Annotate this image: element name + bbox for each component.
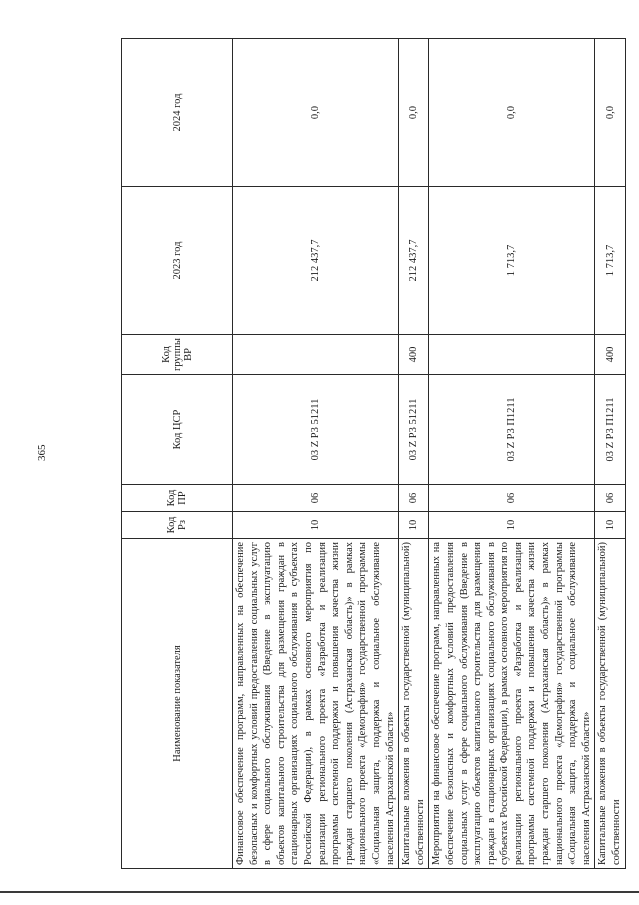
row-vr: 400 xyxy=(595,335,625,375)
table-row xyxy=(595,39,625,869)
table-row xyxy=(429,39,595,869)
row-2023: 1 713,7 xyxy=(429,187,595,335)
page-bottom-rule xyxy=(0,891,639,893)
row-pr: 06 xyxy=(233,485,399,512)
budget-table-rotated xyxy=(121,39,623,869)
row-pr: 06 xyxy=(429,485,595,512)
row-rz: 10 xyxy=(399,512,429,539)
row-csr: 03 Z P3 П1211 xyxy=(429,375,595,485)
row-rz: 10 xyxy=(595,512,625,539)
table-row xyxy=(399,39,429,869)
header-name: Наименование показателя xyxy=(122,539,233,869)
row-2024: 0,0 xyxy=(399,39,429,187)
row-pr: 06 xyxy=(595,485,625,512)
row-csr: 03 Z P3 П1211 xyxy=(595,375,625,485)
row-2023: 212 437,7 xyxy=(399,187,429,335)
row-vr: 400 xyxy=(399,335,429,375)
row-2023: 212 437,7 xyxy=(233,187,399,335)
row-rz: 10 xyxy=(233,512,399,539)
page-number: 365 xyxy=(36,444,48,461)
row-rz: 10 xyxy=(429,512,595,539)
row-2024: 0,0 xyxy=(595,39,625,187)
header-2023: 2023 год xyxy=(122,187,233,335)
row-csr: 03 Z P3 51211 xyxy=(233,375,399,485)
table-header-row xyxy=(122,39,233,869)
row-name: Мероприятия на финансовое обеспечение программ, направленных на обеспечение безопасных и комфортных условий предоставления социальных услуг в сфере социального обслуживания (Введение в эксплуатацию объектов капитального строительства для размещения граждан в стационарных организациях социального обслуживания в субъектах Российской Федерации), в рамках основного мероприятия по реализации регионального проекта «Разработка и реализация программы системной поддержки и повышения качества жизни граждан старшего поколения (Астраханская область)» в рамках национального проекта «Демография» государственной программы «Социальная защита, поддержка и социальное обслуживание населения Астраханской области» xyxy=(429,539,595,869)
row-2024: 0,0 xyxy=(429,39,595,187)
row-pr: 06 xyxy=(399,485,429,512)
row-2024: 0,0 xyxy=(233,39,399,187)
row-name: Капитальные вложения в объекты государственной (муниципальной) собственности xyxy=(399,539,429,869)
header-2024: 2024 год xyxy=(122,39,233,187)
row-name: Финансовое обеспечение программ, направленных на обеспечение безопасных и комфортных условий предоставления социальных услуг в сфере социального обслуживания (Введение в эксплуатацию объектов капитального строительства для размещения граждан в стационарных организациях социального обслуживания в субъектах Российской Федерации), в рамках основного мероприятия по реализации регионального проекта «Разработка и реализация программы системной поддержки и повышения качества жизни граждан старшего поколения (Астраханская область)» в рамках национального проекта «Демография» государственной программы «Социальная защита, поддержка и социальное обслуживание населения Астраханской области» xyxy=(233,539,399,869)
header-vr: Код группы ВР xyxy=(122,335,233,375)
row-2023: 1 713,7 xyxy=(595,187,625,335)
row-name: Капитальные вложения в объекты государственной (муниципальной) собственности xyxy=(595,539,625,869)
row-vr xyxy=(429,335,595,375)
header-rz: Код Рз xyxy=(122,512,233,539)
header-pr: Код ПР xyxy=(122,485,233,512)
row-csr: 03 Z P3 51211 xyxy=(399,375,429,485)
budget-table xyxy=(121,38,626,869)
header-csr: Код ЦСР xyxy=(122,375,233,485)
row-vr xyxy=(233,335,399,375)
table-row xyxy=(233,39,399,869)
